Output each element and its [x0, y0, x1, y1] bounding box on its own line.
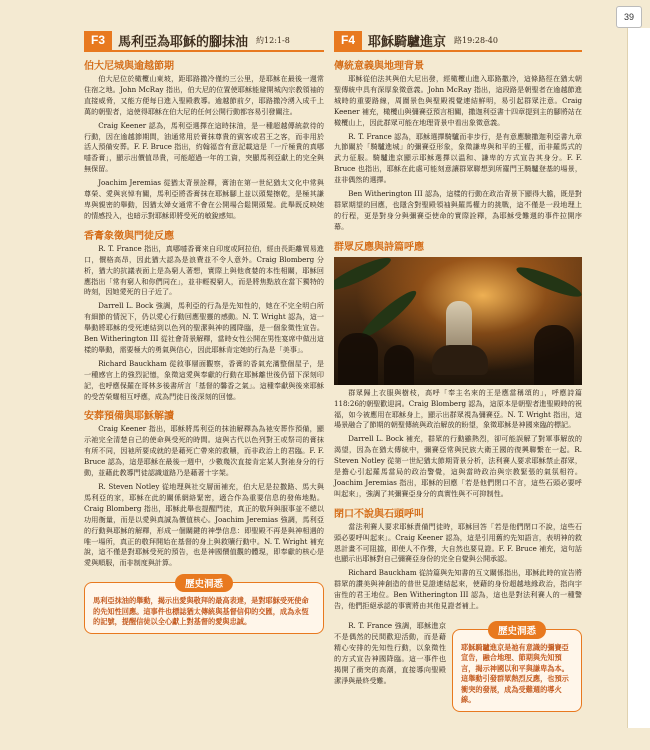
- right-paragraph: 耶穌從伯法其與伯大尼出發，經橄欖山進入耶路撒冷，這條路徑在猶太朝聖傳統中具有深厚象徵意義。John McRay 指出，這段路是朝聖者在逾越節進城時的重要路線，周圍景色與聖殿視覺連結鮮明，易引起群眾注意。Craig Keener 補充，橄欖山與彌賽亞預言相關，撒迦利亞書十四章提到主的腳將站在橄欖山上，因此群眾可能在地理背景中看出象徵意義。: [334, 74, 582, 127]
- left-subtitle-2: 香膏象徵與門徒反應: [84, 230, 174, 242]
- right-paragraph: 當法利賽人要求耶穌責備門徒時，耶穌回答「若是他們閉口不說，這些石頭必要呼叫起來」。Craig Keener 認為，這是引用舊約先知語言，表明神的救恩計畫不可阻擋，即使人不作聲，大自然也要見證。F. F. Bruce 補充，這句話也顯示出耶穌對自己彌賽亞身份的完全自覺與公開承認。: [334, 521, 582, 564]
- left-section-tag: F3: [84, 31, 112, 50]
- right-column: [334, 30, 582, 712]
- palm-branch-shape: [358, 286, 421, 342]
- crowd-figure: [338, 333, 378, 385]
- crowd-figure: [534, 325, 574, 385]
- right-bottom-text: [334, 621, 446, 712]
- left-flow-text: [84, 482, 324, 572]
- left-paragraph: 伯大尼位於橄欖山東坡，距耶路撒冷僅約三公里，是耶穌在最後一週常住宿之地。John McRay 指出，伯大尼的位置使耶穌能避開城內宗教領袖的直接威脅，又能方便每日進入聖殿教導。逾越節前夕，耶路撒冷湧入成千上萬的朝聖者，這使得耶穌在伯大尼的任何公開行動都容易引發關注。: [84, 74, 324, 116]
- left-column: [84, 30, 324, 634]
- right-subtitle-1: 傳統意義與地理背景: [334, 61, 424, 72]
- left-subtitle-1: 伯大尼城與逾越節期: [84, 61, 174, 72]
- right-section-title: 耶穌騎驢進京: [368, 34, 447, 50]
- left-paragraph: Craig Keener 認為，馬利亞選擇在這時抹油，是一種超越傳統款待的行動，因在逾越節期間，油通常用於膏抹尊貴的賓客或君王之客，而非用於活人預備安葬。F. F. Bruce 指出，約翰福音有意記載這是「一斤極貴的真哪噠香膏」，顯示出價值昂貴，可能超過一年的工資，突顯馬利亞獻上的完全與無保留。: [84, 120, 324, 174]
- left-history-box: [84, 579, 324, 634]
- left-history-box-title: 歷史洞悉: [175, 574, 233, 592]
- right-subtitle-3: 閉口不說與石頭呼叫: [334, 508, 424, 520]
- left-section-reference: 約12:1-8: [256, 35, 290, 45]
- right-paragraph: Darrell L. Bock 補充，群眾的行動雖熱烈，卻可能誤解了對軍事解放的渴望，因為在猶太傳統中，彌賽亞常與民族大衛王國的復興聯繫在一起。R. Steven Notley 從第一世紀猶太節期背景分析，法利賽人要求耶穌禁止群眾，是擔心引起羅馬當局的政治警覺，這與當時政治與宗教緊張的氣氛相符。Joachim Jeremias 指出，耶穌的回應「若是他們閉口不言，這些石頭必要呼叫起來」，強調了其彌賽亞身分的真實性與不可抑制性。: [334, 434, 582, 498]
- left-flow-wrap: [84, 482, 324, 572]
- page-edge-rail: [627, 28, 650, 728]
- right-bottom-wrap: [334, 621, 582, 712]
- right-flow-wrap: [334, 568, 582, 615]
- right-history-box: [452, 626, 582, 712]
- right-paragraph: R. T. France 認為，耶穌選擇騎驢而非步行，是有意應驗撒迦利亞書九章九節關於「騎驢進城」的彌賽亞形象，象徵謙卑與和平的王權，而非羅馬式的武力征服。騎驢進京顯示耶穌選擇以温和、謙卑的方式宣告其身分。F. F. Bruce 也指出，耶穌在此處可能刻意讓群眾聯想到所羅門王騎驢登基的場景，並非偶然的選擇。: [334, 131, 582, 185]
- left-heading: [84, 30, 324, 52]
- right-paragraph: Ben Witherington III 認為，這樣的行動在政治背景下顯得大膽，既是對群眾期望的回應，也隱含對聖殿領袖與羅馬權力的挑戰，這不僅是一段地理上的行程，更是對身分與彌賽亞使命的實際詮釋，為耶穌受難週的事件拉開序幕。: [334, 189, 582, 231]
- palm-sunday-photo: [334, 257, 582, 385]
- right-history-box-text: 耶穌騎驢進京是祂有意識的彌賽亞宣告，融合地理、節期與先知預言，揭示神國以和平與謙卑為本。這舉動引發群眾熱烈反應，也預示衝突的發展，成為受難週的導火線。: [461, 643, 569, 705]
- page-number: 39: [616, 6, 642, 28]
- palm-branch-shape: [514, 262, 582, 301]
- left-history-box-text: 馬利亞抹油的舉動，揭示出愛與敬拜的最高表達，是對耶穌受死使命的先知性回應。這事件也標誌猶太傳統與基督信仰的交匯，成為永恆的記號，提醒信徒以全心獻上對基督的愛與忠誠。: [93, 596, 309, 627]
- left-section-title: 馬利亞為耶穌的腳抹油: [118, 34, 249, 50]
- left-paragraph: Craig Keener 指出，耶穌將馬利亞的抹油解釋為為祂安葬作預備，顯示祂完全清楚自己的使命與受死的時間。這與古代以色列對王或祭司的膏抹有所不同，因祂所要成就的是藉死亡帶來的救贖，而非政治上的君臨。F. F. Bruce 認為，這是耶穌在最後一週中，少數幾次直接肯定某人對祂身分的行動，並藉此教導門徒認識道路乃是藉著十字架。: [84, 424, 324, 478]
- right-section-reference: 路19:28-40: [454, 35, 498, 45]
- left-paragraph: R. T. France 指出，真哪噠香膏來自印度或阿拉伯，經由長距離貿易進口，價格高昂，因此猶大認為是浪費並不令人意外。Craig Blomberg 分析，猶大的抗議表面上是為窮人著想，實際上與他貪婪的本性相關，耶穌回應指出「常有窮人和你們同在」，並非輕視窮人，而是將焦點放在當下獨特的時刻，因她愛死的日子近了。: [84, 243, 324, 297]
- left-paragraph: R. Steven Notley 從地理與社交層面補充，伯大尼是拉撒路、馬大與馬利亞的家，耶穌在此的關係網絡緊密，適合作為重要信息的發佈地點。Craig Blomberg 指出，耶穌此舉也提醒門徒，真正的敬拜與服事並不總以功用衡量，而是以愛與真誠為價值核心。Joachim Jeremias 強調，馬利亞的行動與耶穌的解釋，形成一個關鍵的神學信息：即聖殿不再是與神相遇的唯一場所，真正的敬拜開始在基督的身上與救贖行動中。N. T. Wright 補充說，這不僅是對耶穌受死的預告，也是神國價值觀的體現，即奉獻的核心是愛與順服，而非制度與計算。: [84, 482, 324, 568]
- left-paragraph: Joachim Jeremias 從猶太背景詮釋，膏油在第一世紀猶太文化中常與尊榮、愛與哀悼有關，馬利亞將香膏抹在耶穌腳上並以頭髮擦乾，是極其謙卑與親密的舉動，因猶太婦女通常不會在公開場合鬆開頭髮。此舉既反映她的情感投入，也暗示對耶穌即將受死的敏銳感知。: [84, 178, 324, 220]
- right-paragraph: R. T. France 強調，耶穌進京不是偶然的民間歡迎活動，而是藉精心安排的先知性行動，以象徵性的方式宣告神國降臨。這一事件也揭開了衝突的高潮，直接導向聖殿潔淨與最終受難。: [334, 621, 446, 685]
- photo-caption: 群眾歸上衣服與樹枝，高呼「奉主名來的王是應當稱頌的」，呼應詩篇118:26的朝聖歡迎詞。Craig Blomberg 認為，這原本是朝聖者進聖殿時的祝福，如今被應用在耶穌身上，顯示出群眾視為彌賽亞。N. T. Wright 指出，這場景融合了節期的朝聖傳統與政治解放的盼望，象徵耶穌是神國來臨的標記。: [334, 387, 582, 430]
- palm-branch-shape: [334, 257, 394, 295]
- right-history-box-title: 歷史洞悉: [488, 621, 546, 639]
- right-flow-text: [334, 568, 582, 615]
- left-paragraph: Richard Bauckham 從敘事層面觀察，香膏的香氣充滿整個屋子，是一種感官上的強烈記憶，象徵這愛與奉獻的行動在耶穌離世後仍留下深刻印記，也呼應保羅在哥林多後書所言「基督的馨香之氣」。這種奉獻與後來耶穌的受苦榮耀相互呼應，成為門徒日後深刻的回憶。: [84, 358, 324, 401]
- right-subtitle-2: 群眾反應與詩篇呼應: [334, 241, 424, 253]
- crowd-figure: [384, 345, 414, 385]
- right-paragraph: Richard Bauckham 從詩篇與先知書的互文關係指出，耶穌此時的宣告將群眾的讚美與神創造的普世見證連結起來，使藉的身份超越地緣政治，指向宇宙性的君王地位。Ben Witherington III 認為，這也是對法利賽人的一種警告，他們拒絕承認的事實將由其他見證者補上。: [334, 568, 582, 611]
- right-heading: [334, 30, 582, 52]
- right-section-tag: F4: [334, 31, 362, 50]
- left-paragraph: Darrell L. Bock 強調，馬利亞的行為是先知性的，她在不完全明白所有細節的情況下，仍以愛心行動回應聖靈的感動。N. T. Wright 認為，這一舉動將耶穌的受死連結到以色列的聖潔與神的國降臨，是一個象徵性宣告。Ben Witherington III 從社會背景解釋，當時女性公開在男性宴席中做出這樣的舉動，需要極大的勇氣與信心，因此耶穌肯定她的行為是「美事」。: [84, 301, 324, 354]
- left-subtitle-3: 安葬預備與耶穌解讀: [84, 411, 174, 423]
- donkey-figure: [432, 345, 488, 375]
